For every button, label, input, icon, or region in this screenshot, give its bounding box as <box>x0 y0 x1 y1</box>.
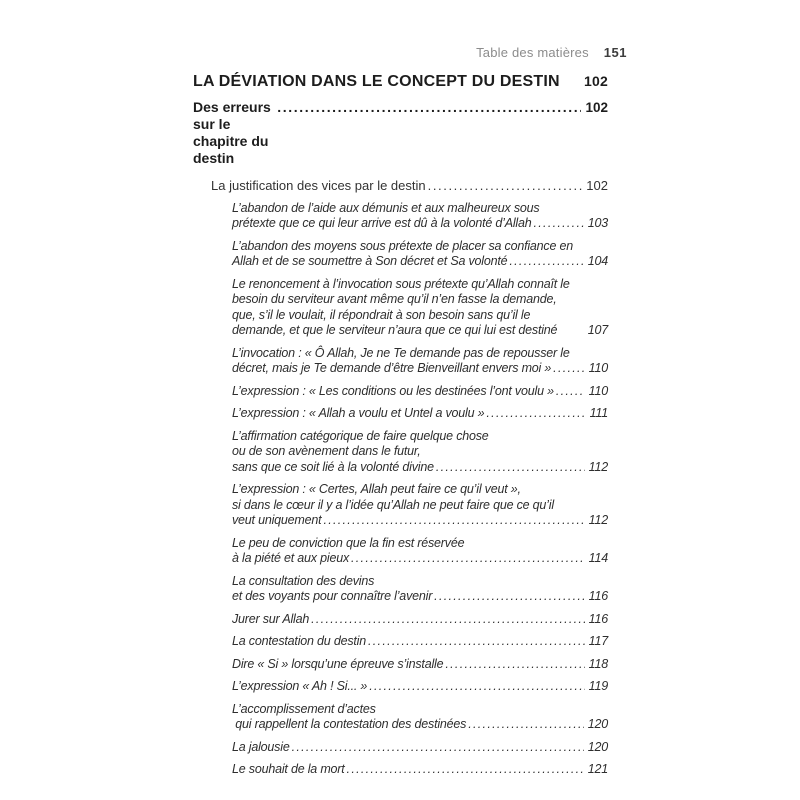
toc-entry-page: 102 <box>586 178 608 193</box>
toc-entry <box>193 384 608 400</box>
toc-entry <box>193 574 608 605</box>
toc-entry <box>193 634 608 650</box>
toc-entry-line: prétexte que ce qui leur arrive est dû à la volonté d’Allah <box>232 216 532 230</box>
toc-entry <box>193 277 608 339</box>
toc-chapter-page: 102 <box>584 73 608 89</box>
toc-entry-line: demande, et que le serviteur n’aura que ce qui lui est destiné <box>232 323 558 337</box>
toc-entry-line: qui rappellent la contestation des destinées <box>232 717 467 731</box>
toc-entry <box>193 657 608 673</box>
toc-entry-last-line <box>211 178 608 194</box>
toc-entry-last-line <box>232 717 608 733</box>
toc-entry-page: 120 <box>587 717 608 731</box>
toc-entry-last-line <box>232 513 608 529</box>
toc-entry <box>193 406 608 422</box>
toc-entry-line: L’expression : « Certes, Allah peut faire ce qu’il veut », <box>232 482 521 496</box>
toc-entry-line: décret, mais je Te demande d’être Bienveillant envers moi » <box>232 361 552 375</box>
toc-entry <box>193 429 608 476</box>
toc-entry <box>193 536 608 567</box>
toc-entries <box>193 178 608 778</box>
toc-entry <box>193 346 608 377</box>
toc-entry-last-line <box>232 551 608 567</box>
toc-entry-last-line <box>232 406 608 422</box>
toc-entry-page: 117 <box>588 634 608 648</box>
toc-entry-page: 118 <box>588 656 608 671</box>
header-page-number: 151 <box>603 45 627 60</box>
dot-leader <box>553 361 585 377</box>
toc-chapter-row <box>193 72 608 91</box>
toc-entry-last-line <box>232 384 608 400</box>
toc-entry-last-line <box>232 361 608 377</box>
dot-leader <box>534 216 584 232</box>
toc-entry-line: Le souhait de la mort <box>232 762 345 776</box>
toc-entry-line: L’affirmation catégorique de faire quelque chose <box>232 428 489 443</box>
dot-leader <box>434 589 585 605</box>
dot-leader <box>368 634 585 650</box>
toc-entry-line: Le peu de conviction que la fin est réservée <box>232 535 465 550</box>
toc-entry-line: Le renoncement à l’invocation sous prétexte qu’Allah connaît le <box>232 276 570 291</box>
toc-entry <box>193 178 608 194</box>
toc-entry-page: 116 <box>588 589 608 603</box>
toc-entry <box>193 762 608 778</box>
dot-leader <box>347 762 584 778</box>
toc-entry-page: 111 <box>589 406 608 420</box>
toc-entry-page: 121 <box>587 762 608 776</box>
toc-entry-page: 107 <box>587 323 608 337</box>
toc-entry-line: La justification des vices par le destin <box>211 178 426 193</box>
page-header <box>193 45 627 60</box>
toc-entry <box>193 201 608 232</box>
toc-entry-page: 116 <box>588 611 608 626</box>
table-of-contents <box>193 72 608 785</box>
header-section-label: Table des matières <box>476 45 589 60</box>
toc-entry-page: 112 <box>588 513 608 527</box>
toc-section-row <box>193 99 608 167</box>
dot-leader <box>509 254 583 270</box>
toc-entry-line: Allah et de se soumettre à Son décret et Sa volonté <box>232 254 508 268</box>
dot-leader <box>351 551 585 567</box>
toc-entry-line: L’abandon des moyens sous prétexte de placer sa confiance en <box>232 238 574 253</box>
dot-leader <box>556 384 585 400</box>
toc-entry-line: La contestation du destin <box>232 634 366 648</box>
toc-entry-page: 119 <box>588 679 608 693</box>
toc-section-title: Des erreurs sur le chapitre du destin <box>193 99 271 166</box>
toc-entry-line: que, s’il le voulait, il répondrait à son besoin sans qu’il le <box>232 307 531 322</box>
dot-leader <box>445 657 584 673</box>
dot-leader <box>292 740 584 756</box>
toc-entry-page: 110 <box>588 383 608 398</box>
toc-entry <box>193 679 608 695</box>
dot-leader <box>428 178 583 194</box>
toc-entry-page: 120 <box>587 739 608 754</box>
toc-entry-last-line <box>232 589 608 605</box>
toc-entry-page: 110 <box>588 361 608 375</box>
toc-entry-line: L’expression « Ah ! Si... » <box>232 679 368 693</box>
toc-entry-line: à la piété et aux pieux <box>232 551 350 565</box>
toc-entry-line: sans que ce soit lié à la volonté divine <box>232 459 434 474</box>
toc-entry-last-line <box>232 612 608 628</box>
toc-entry-last-line <box>232 460 608 476</box>
toc-entry <box>193 239 608 270</box>
toc-entry-line: L’invocation : « Ô Allah, Je ne Te demande pas de repousser le <box>232 345 570 360</box>
toc-entry-last-line <box>232 740 608 756</box>
toc-entry-line: L’expression : « Allah a voulu et Untel a voulu » <box>232 406 485 420</box>
dot-leader <box>277 99 581 116</box>
toc-entry-line: L’accomplissement d’actes <box>232 701 376 716</box>
toc-entry-line: L’abandon de l’aide aux démunis et aux malheureux sous <box>232 200 540 215</box>
toc-entry-line: si dans le cœur il y a l’idée qu’Allah ne peut faire que ce qu’il <box>232 497 554 512</box>
toc-chapter-title: LA DÉVIATION DANS LE CONCEPT DU DESTIN <box>193 73 560 90</box>
toc-entry-page: 112 <box>588 459 608 474</box>
toc-entry <box>193 702 608 733</box>
toc-entry <box>193 482 608 529</box>
toc-entry-line: La jalousie <box>232 739 290 754</box>
toc-section-page: 102 <box>585 100 608 115</box>
toc-entry <box>193 612 608 628</box>
toc-entry-page: 114 <box>588 551 608 565</box>
toc-entry-last-line <box>232 323 608 339</box>
dot-leader <box>486 406 585 422</box>
toc-entry-last-line <box>232 679 608 695</box>
toc-entry-line: veut uniquement <box>232 513 322 527</box>
dot-leader <box>369 679 584 695</box>
toc-entry-line: La consultation des devins <box>232 573 375 588</box>
toc-entry-line: Jurer sur Allah <box>232 611 310 626</box>
toc-entry-line: besoin du serviteur avant même qu’il n’en fasse la demande, <box>232 292 557 306</box>
toc-entry-last-line <box>232 762 608 778</box>
toc-entry-last-line <box>232 216 608 232</box>
toc-entry-line: Dire « Si » lorsqu’une épreuve s’installe <box>232 656 444 671</box>
toc-entry-line: ou de son avènement dans le futur, <box>232 444 421 458</box>
toc-entry-line: L’expression : « Les conditions ou les destinées l’ont voulu » <box>232 383 554 398</box>
toc-entry <box>193 740 608 756</box>
toc-entry-last-line <box>232 254 608 270</box>
toc-entry-page: 103 <box>587 216 608 230</box>
dot-leader <box>436 460 585 476</box>
toc-entry-page: 104 <box>587 254 608 268</box>
dot-leader <box>468 717 584 733</box>
toc-entry-last-line <box>232 634 608 650</box>
dot-leader <box>323 513 584 529</box>
toc-entry-line: et des voyants pour connaître l’avenir <box>232 589 433 603</box>
toc-entry-last-line <box>232 657 608 673</box>
dot-leader <box>311 612 585 628</box>
